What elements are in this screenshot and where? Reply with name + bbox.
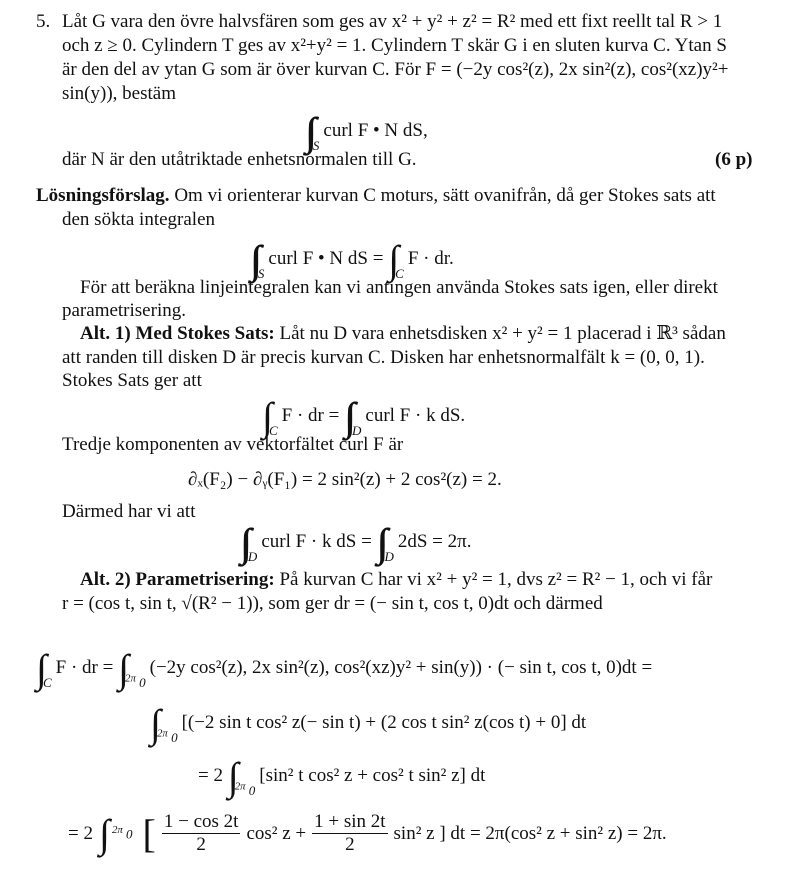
- solution-line: För att beräkna linjeintegralen kan vi antingen använda Stokes sats igen, eller direkt: [80, 277, 718, 298]
- alt2-line: r = (cos t, sin t, √(R² − 1)), som ger dr = (− sin t, cos t, 0)dt och därmed: [62, 593, 603, 614]
- solution-line: parametrisering.: [62, 300, 186, 321]
- equation-curl-component: ∂ₓ(F₂) − ∂ᵧ(F₁) = 2 sin²(z) + 2 cos²(z) = 2.: [188, 469, 502, 490]
- problem-line: är den del av ytan G som är över kurvan C. För F = (−2y cos²(z), 2x sin²(z), cos²(xz)y²+: [62, 59, 729, 80]
- alt1-line: Tredje komponenten av vektorfältet curl F är: [62, 434, 404, 455]
- equation-line-4: = 2 ∫ $^{2\pi}$ 0 [ 1 − cos 2t 2 cos² z + $\frac{1 + \sin 2t}{2}$ sin² z ] dt = 2π(cos² z + sin² z) = 2π.: [68, 811, 667, 856]
- problem-line: och z ≥ 0. Cylindern T ges av x²+y² = 1. Cylindern T skär G i en sluten kurva C. Ytan S: [62, 35, 727, 56]
- alt1-line: att randen till disken D är precis kurvan C. Disken har enhetsnormalfält k = (0, 0, 1).: [62, 347, 705, 368]
- equation-stokes: ∫∫ $_S$curl F • N dS = ∫ $_C$F · dr.: [250, 237, 454, 282]
- alt1-line: Därmed har vi att: [62, 501, 196, 522]
- points: (6 p): [715, 149, 753, 170]
- alt2-line: Alt. 2) Parametrisering: På kurvan C har vi x² + y² = 1, dvs z² = R² − 1, och vi får: [80, 569, 713, 590]
- equation-line-2: ∫ $_{^{2\pi} 0}$[(−2 sin t cos² z(− sin t) + (2 cos t sin² z(cos t) + 0] dt: [150, 701, 587, 746]
- alt1-line: Stokes Sats ger att: [62, 370, 202, 391]
- solution-line: Lösningsförslag. Om vi orienterar kurvan C moturs, sätt ovanifrån, då ger Stokes sats att: [36, 185, 716, 206]
- equation-line-1: ∫ $_C$F · dr = ∫ $_{^{2\pi} 0}$(−2y cos²(z), 2x sin²(z), cos²(xz)y² + sin(y)) · (− sin t, cos t, 0)dt =: [36, 646, 653, 691]
- alt1-line: Alt. 1) Med Stokes Sats: Låt nu D vara enhetsdisken x² + y² = 1 placerad i ℝ³ sådan: [80, 323, 726, 344]
- problem-last-line: där N är den utåtriktade enhetsnormalen till G.: [62, 149, 417, 170]
- equation-line-3: = 2 ∫ $_{^{2\pi} 0}$[sin² t cos² z + cos² t sin² z] dt: [198, 754, 486, 799]
- equation-result: ∫∫ $_D$curl F · k dS = ∫∫ $_D$2dS = 2π.: [240, 520, 472, 565]
- problem-line: Låt G vara den övre halvsfären som ges av x² + y² + z² = R² med ett fixt reellt tal R > 1: [62, 11, 723, 32]
- problem-integral: ∫∫ $_S$curl F • N dS,: [305, 109, 428, 154]
- equation-alt1: ∫ $_C$F · dr = ∫∫ $_D$curl F · k dS.: [262, 394, 466, 439]
- problem-line: sin(y)), bestäm: [62, 83, 176, 104]
- problem-number: 5.: [36, 11, 51, 32]
- solution-line: den sökta integralen: [62, 209, 216, 230]
